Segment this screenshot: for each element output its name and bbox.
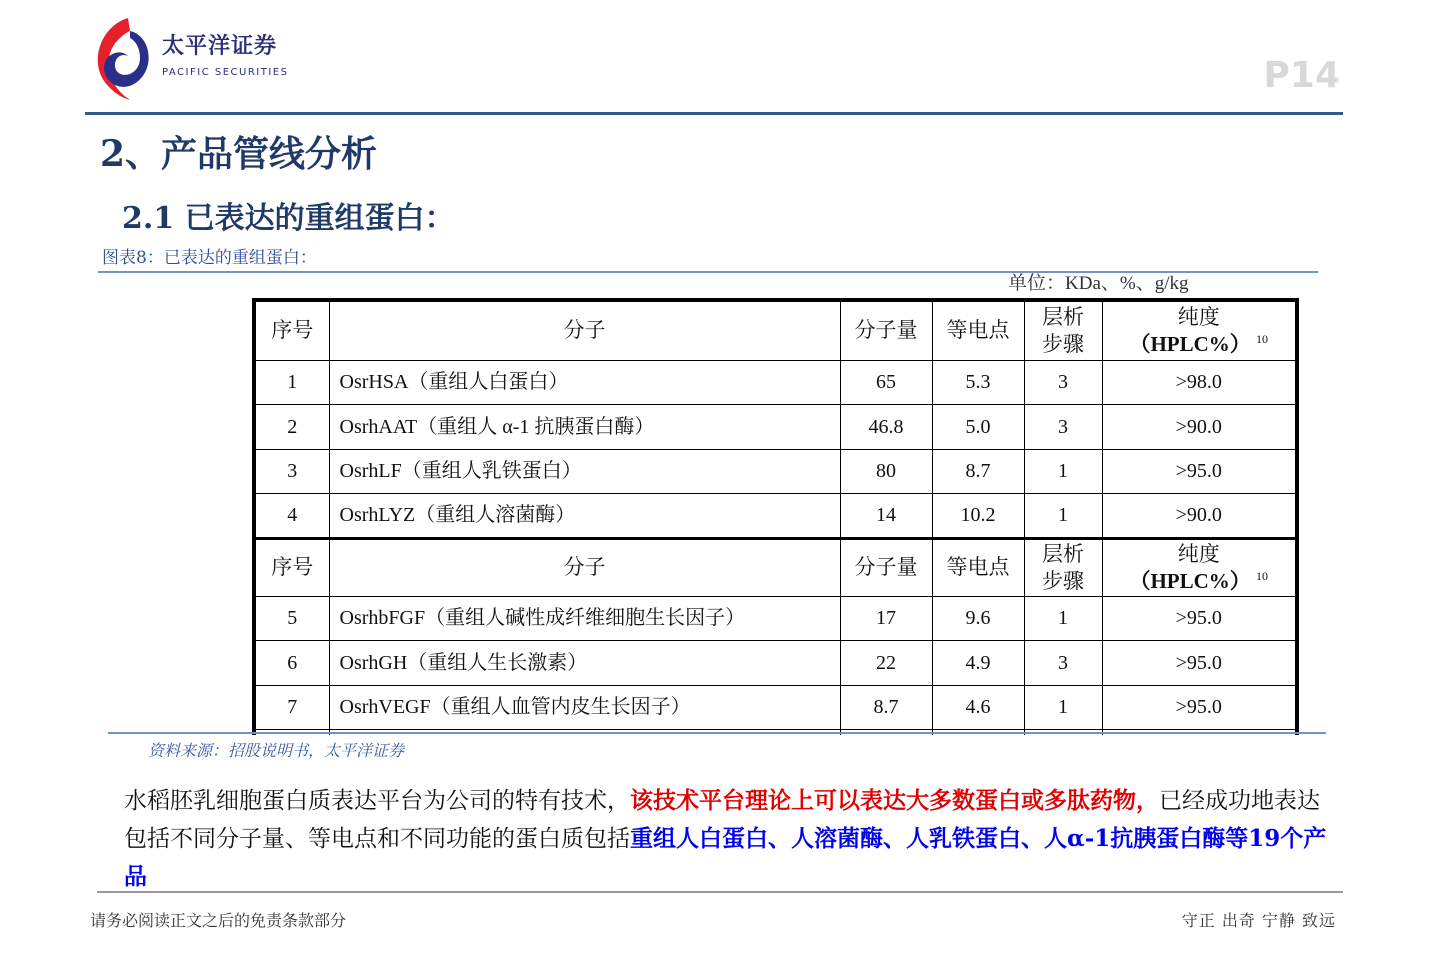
table-cell: 4.9 [932, 641, 1024, 686]
table-row [254, 405, 1297, 450]
section-title: 2、产品管线分析 [100, 133, 378, 175]
unit-label: 单位：KDa、%、g/kg [1008, 273, 1189, 294]
table-cell: >95.0 [1102, 596, 1297, 641]
table-cell: >98.0 [1102, 360, 1297, 405]
table-row [254, 641, 1297, 686]
header-cell: 等电点 [932, 300, 1024, 360]
header-divider [85, 112, 1343, 115]
table-cell: 1 [254, 360, 329, 405]
table-cell: 80 [840, 449, 932, 494]
table-cell: >95.0 [1102, 641, 1297, 686]
table-cell: 5.0 [932, 405, 1024, 450]
table-cell: 1 [1024, 449, 1102, 494]
header-cell [1102, 538, 1297, 596]
table-row [254, 449, 1297, 494]
header-cell: 序号 [254, 538, 329, 596]
header-cell: 序号 [254, 300, 329, 360]
table-cell: 5.3 [932, 360, 1024, 405]
footnote-ref: 10 [1256, 331, 1269, 346]
table-cell: 10.2 [932, 494, 1024, 539]
table-cell: OsrhLF（重组人乳铁蛋白） [329, 449, 840, 494]
table-cell: 1 [1024, 596, 1102, 641]
source-divider [108, 732, 1326, 734]
table-cell: 4.6 [932, 685, 1024, 730]
table-cell: 3 [1024, 405, 1102, 450]
figure-caption: 图表8：已表达的重组蛋白： [102, 248, 317, 268]
table-cell: OsrhGH（重组人生长激素） [329, 641, 840, 686]
table-cell: 7 [254, 685, 329, 730]
header-cell [1102, 300, 1297, 360]
table-row [254, 685, 1297, 730]
body-paragraph [124, 782, 1334, 896]
header-text: （HPLC%） [1129, 331, 1251, 356]
header-text: 步骤 [1042, 568, 1084, 593]
header-cell: 分子 [329, 300, 840, 360]
table-header-repeat [254, 538, 1297, 596]
table-cell: OsrhAAT（重组人 α-1 抗胰蛋白酶） [329, 405, 840, 450]
table-cell: 4 [254, 494, 329, 539]
logo-icon [90, 16, 158, 102]
header-text: 纯度 [1177, 541, 1220, 566]
table-row [254, 360, 1297, 405]
table-cell: 8.7 [932, 449, 1024, 494]
table-cell: 3 [1024, 641, 1102, 686]
table-cell: OsrhLYZ（重组人溶菌酶） [329, 494, 840, 539]
header-cell [1024, 538, 1102, 596]
table-cell: 3 [1024, 360, 1102, 405]
footer-divider [97, 891, 1343, 893]
header-cell: 等电点 [932, 538, 1024, 596]
page-number: P14 [1263, 55, 1340, 96]
text-normal: 水稻胚乳细胞蛋白质表达平台为公司的特有技术， [124, 788, 630, 814]
header-text: （HPLC%） [1129, 568, 1251, 593]
header-text: 纯度 [1177, 304, 1220, 329]
table-row [254, 596, 1297, 641]
header-cell: 分子量 [840, 538, 932, 596]
text-highlight-red: 该技术平台理论上可以表达大多数蛋白或多肽药物， [630, 787, 1159, 814]
table-cell: OsrhbFGF（重组人碱性成纤维细胞生长因子） [329, 596, 840, 641]
table-cell: >95.0 [1102, 685, 1297, 730]
table-cell: 65 [840, 360, 932, 405]
disclaimer: 请务必阅读正文之后的免责条款部分 [90, 911, 347, 930]
table-cell: 1 [1024, 494, 1102, 539]
table-cell: 17 [840, 596, 932, 641]
header-cell [1024, 300, 1102, 360]
table-cell: OsrHSA（重组人白蛋白） [329, 360, 840, 405]
subsection-title: 2.1 已表达的重组蛋白： [122, 201, 455, 236]
source-note: 资料来源：招股说明书，太平洋证券 [148, 741, 405, 760]
table-header [254, 300, 1297, 360]
text-highlight-blue: 重组人白蛋白、人溶菌酶、人乳铁蛋白、人α-1抗胰蛋白酶等19个产品 [124, 825, 1327, 890]
logo-text: 太平洋证券 [162, 34, 278, 59]
table-cell: 14 [840, 494, 932, 539]
table-cell: OsrhVEGF（重组人血管内皮生长因子） [329, 685, 840, 730]
table-cell: >90.0 [1102, 494, 1297, 539]
protein-table [252, 298, 1299, 735]
table-row [254, 494, 1297, 539]
table-cell: 8.7 [840, 685, 932, 730]
motto: 守正 出奇 宁静 致远 [1181, 911, 1336, 930]
header-text: 层析 [1042, 304, 1084, 329]
header-text: 层析 [1042, 541, 1084, 566]
text-normal: 已经成功地表达包括不同分子量、等电点和不同功能的蛋白质包括 [124, 788, 1320, 852]
table-cell: >90.0 [1102, 405, 1297, 450]
table-cell: 3 [254, 449, 329, 494]
logo-subtext: PACIFIC SECURITIES [162, 67, 289, 78]
table-cell: 2 [254, 405, 329, 450]
table-cell: 5 [254, 596, 329, 641]
table-cell: 6 [254, 641, 329, 686]
header-cell: 分子 [329, 538, 840, 596]
header-text: 步骤 [1042, 331, 1084, 356]
table-cell: 1 [1024, 685, 1102, 730]
footnote-ref: 10 [1256, 568, 1269, 583]
table-cell: 22 [840, 641, 932, 686]
table-cell: >95.0 [1102, 449, 1297, 494]
table-cell: 9.6 [932, 596, 1024, 641]
header-cell: 分子量 [840, 300, 932, 360]
table-cell: 46.8 [840, 405, 932, 450]
